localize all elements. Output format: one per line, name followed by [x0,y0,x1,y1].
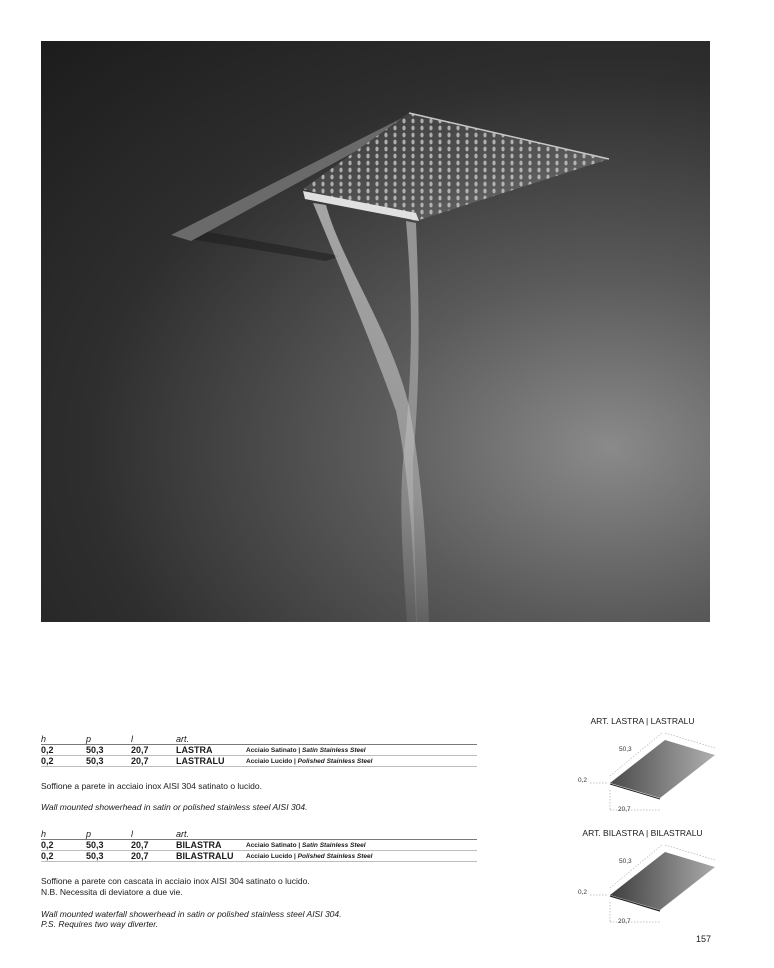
spec-table-lastra [41,734,477,767]
cell-l: 20,7 [131,851,149,861]
showerhead-plate-drawing [570,728,720,828]
col-p-header: p [86,734,92,744]
cell-p: 50,3 [86,745,104,755]
cell-art: LASTRALU [176,756,225,766]
table-row [41,756,477,767]
waterfall-showerhead-drawing [570,840,720,940]
col-l-header: l [131,734,133,744]
tech-drawing-lastra [570,728,720,828]
dimension-h: 0,2 [578,889,588,896]
cell-art: BILASTRALU [176,851,234,861]
cell-finish: Acciaio Lucido | Polished Stainless Steel [246,853,373,860]
page-number: 157 [696,934,712,944]
col-h-header: h [41,829,47,839]
description-en: Wall mounted showerhead in satin or polished stainless steel AISI 304. [41,802,308,812]
description-it: Soffione a parete in acciaio inox AISI 304 satinato o lucido. [41,781,262,791]
cell-h: 0,2 [41,851,54,861]
cell-h: 0,2 [41,756,54,766]
dimension-l: 20,7 [618,806,631,813]
table-row [41,840,477,851]
cell-art: LASTRA [176,745,213,755]
description-it-1: Soffione a parete con cascata in acciaio inox AISI 304 satinato o lucido. [41,876,310,886]
dimension-h: 0,2 [578,777,588,784]
cell-l: 20,7 [131,840,149,850]
cell-l: 20,7 [131,745,149,755]
dimension-p: 50,3 [619,858,632,865]
cell-l: 20,7 [131,756,149,766]
showerhead-illustration [41,41,710,622]
dimension-p: 50,3 [619,746,632,753]
table-header [41,734,477,745]
description-it-2: N.B. Necessita di deviatore a due vie. [41,887,183,897]
table-row [41,745,477,756]
cell-finish: Acciaio Satinato | Satin Stainless Steel [246,747,366,754]
col-h-header: h [41,734,47,744]
spec-table-bilastra [41,829,477,862]
cell-p: 50,3 [86,756,104,766]
table-header [41,829,477,840]
tech-drawing-title-bilastra: ART. BILASTRA | BILASTRALU [582,828,703,838]
description-en-2: P.S. Requires two way diverter. [41,919,159,929]
tech-drawing-title-lastra: ART. LASTRA | LASTRALU [590,716,695,726]
col-art-header: art. [176,829,190,839]
description-en-1: Wall mounted waterfall showerhead in satin or polished stainless steel AISI 304. [41,909,342,919]
col-p-header: p [86,829,92,839]
cell-finish: Acciaio Lucido | Polished Stainless Steel [246,758,373,765]
tech-drawing-bilastra [570,840,720,940]
col-art-header: art. [176,734,190,744]
product-photo [41,41,710,622]
cell-p: 50,3 [86,840,104,850]
cell-h: 0,2 [41,840,54,850]
dimension-l: 20,7 [618,918,631,925]
col-l-header: l [131,829,133,839]
cell-art: BILASTRA [176,840,222,850]
cell-finish: Acciaio Satinato | Satin Stainless Steel [246,842,366,849]
cell-p: 50,3 [86,851,104,861]
table-row [41,851,477,862]
cell-h: 0,2 [41,745,54,755]
